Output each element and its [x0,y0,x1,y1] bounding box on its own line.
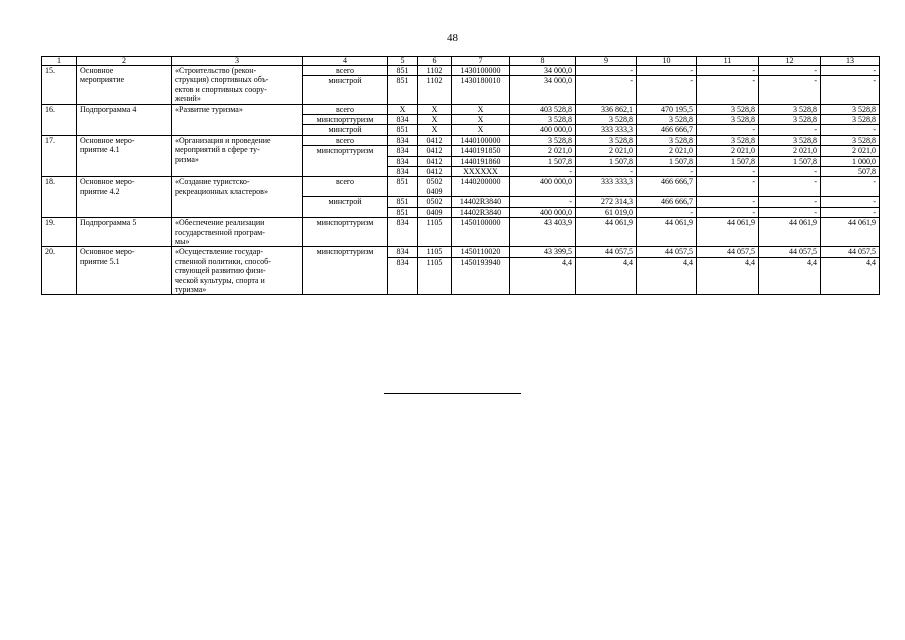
amount-col-13: - [821,177,880,197]
amount-col-13: - [821,76,880,104]
executor: минстрой [303,125,388,135]
code-rzpr: 0412 [418,135,452,145]
amount-col-8: 2 021,0 [510,146,576,156]
amount-col-11: 3 528,8 [697,115,759,125]
amount-col-13: 3 528,8 [821,104,880,114]
amount-col-11: 1 507,8 [697,156,759,166]
amount-col-8: 400 000,0 [510,125,576,135]
column-header-4: 4 [303,57,388,66]
amount-col-8: 34 000,0 [510,66,576,76]
executor: минспорттуризм [303,115,388,125]
code-rzpr: 0412 [418,156,452,166]
amount-col-11: - [697,66,759,76]
code-rzpr: 1102 [418,76,452,104]
amount-col-9: 1 507,8 [576,156,637,166]
amount-col-8: - [510,167,576,177]
column-header-10: 10 [637,57,697,66]
row-name: Подпрограмма 4 [77,104,172,135]
code-rzpr: 0502 [418,197,452,207]
row-name: Основное меро- приятие 5.1 [77,247,172,295]
code-grbs: 834 [388,156,418,166]
table-row [42,177,880,197]
amount-col-12: 44 061,9 [759,218,821,247]
code-rzpr: 0502 0409 [418,177,452,197]
amount-col-11: 4,4 [697,257,759,295]
code-grbs: 834 [388,218,418,247]
code-grbs: 834 [388,257,418,295]
amount-col-10: 466 666,7 [637,177,697,197]
table-row [42,66,880,76]
amount-col-11: 2 021,0 [697,146,759,156]
amount-col-13: - [821,66,880,76]
amount-col-9: - [576,167,637,177]
code-rzpr: 1105 [418,247,452,257]
amount-col-9: 44 061,9 [576,218,637,247]
amount-col-12: 4,4 [759,257,821,295]
row-description: «Осуществление государ- ственной политики, способ- ствующей развитию физи- ческой культуры, спорта и туризма» [172,247,303,295]
code-csr: X [452,104,510,114]
code-grbs: 834 [388,247,418,257]
table-row [42,135,880,145]
table-row [42,104,880,114]
footnote-rule [384,393,521,394]
amount-col-10: 2 021,0 [637,146,697,156]
code-csr: 1440191860 [452,156,510,166]
row-number: 19. [42,218,77,247]
amount-col-8: 43 403,9 [510,218,576,247]
code-csr: XXXXXX [452,167,510,177]
code-csr: 1450100000 [452,218,510,247]
executor: всего [303,66,388,76]
row-description: «Обеспечение реализации государственной програм- мы» [172,218,303,247]
amount-col-13: 3 528,8 [821,115,880,125]
code-rzpr: 1105 [418,218,452,247]
column-header-7: 7 [452,57,510,66]
code-csr: 1450193940 [452,257,510,295]
executor: минспорттуризм [303,146,388,177]
column-header-9: 9 [576,57,637,66]
table-row [42,247,880,257]
amount-col-8: 34 000,0 [510,76,576,104]
amount-col-12: - [759,66,821,76]
amount-col-13: 1 000,0 [821,156,880,166]
code-csr: 1430180010 [452,76,510,104]
code-csr: 14402R3840 [452,207,510,217]
amount-col-11: 44 057,5 [697,247,759,257]
row-number: 18. [42,177,77,218]
row-name: Основное мероприятие [77,66,172,105]
amount-col-13: 44 061,9 [821,218,880,247]
amount-col-8: 400 000,0 [510,177,576,197]
table-header-row [42,57,880,66]
code-rzpr: X [418,125,452,135]
code-csr: 14402R3840 [452,197,510,207]
amount-col-12: 44 057,5 [759,247,821,257]
code-rzpr: X [418,115,452,125]
amount-col-10: 44 061,9 [637,218,697,247]
amount-col-10: - [637,167,697,177]
budget-table [41,56,880,295]
code-grbs: 851 [388,66,418,76]
code-grbs: 851 [388,177,418,197]
code-grbs: 851 [388,207,418,217]
code-csr: X [452,115,510,125]
amount-col-13: 3 528,8 [821,135,880,145]
column-header-3: 3 [172,57,303,66]
amount-col-12: - [759,177,821,197]
amount-col-12: - [759,207,821,217]
amount-col-9: 333 333,3 [576,125,637,135]
row-number: 16. [42,104,77,135]
amount-col-9: 2 021,0 [576,146,637,156]
code-rzpr: X [418,104,452,114]
column-header-5: 5 [388,57,418,66]
column-header-1: 1 [42,57,77,66]
code-rzpr: 0409 [418,207,452,217]
amount-col-10: 466 666,7 [637,125,697,135]
row-description: «Организация и проведение мероприятий в сфере ту- ризма» [172,135,303,177]
row-name: Основное меро- приятие 4.2 [77,177,172,218]
amount-col-12: - [759,76,821,104]
code-grbs: 851 [388,76,418,104]
row-name: Основное меро- приятие 4.1 [77,135,172,177]
column-header-6: 6 [418,57,452,66]
amount-col-12: - [759,125,821,135]
code-rzpr: 1105 [418,257,452,295]
executor: минстрой [303,76,388,104]
table-row [42,218,880,247]
amount-col-11: 44 061,9 [697,218,759,247]
executor: минстрой [303,197,388,218]
amount-col-9: 3 528,8 [576,115,637,125]
amount-col-13: - [821,197,880,207]
code-grbs: 851 [388,197,418,207]
amount-col-9: 61 019,0 [576,207,637,217]
executor: всего [303,177,388,197]
amount-col-11: - [697,125,759,135]
amount-col-10: - [637,66,697,76]
amount-col-10: - [637,207,697,217]
amount-col-9: 272 314,3 [576,197,637,207]
amount-col-12: - [759,197,821,207]
amount-col-10: 3 528,8 [637,135,697,145]
amount-col-10: 4,4 [637,257,697,295]
code-rzpr: 1102 [418,66,452,76]
amount-col-11: - [697,207,759,217]
code-grbs: 834 [388,115,418,125]
column-header-12: 12 [759,57,821,66]
row-description: «Строительство (рекон- струкция) спортивных объ- ектов и спортивных соору- жений» [172,66,303,105]
amount-col-8: 4,4 [510,257,576,295]
amount-col-10: 466 666,7 [637,197,697,207]
amount-col-12: 1 507,8 [759,156,821,166]
amount-col-8: 400 000,0 [510,207,576,217]
page-number: 48 [447,32,458,44]
amount-col-8: 1 507,8 [510,156,576,166]
amount-col-8: 3 528,8 [510,115,576,125]
amount-col-11: - [697,177,759,197]
executor: минспорттуризм [303,247,388,295]
row-number: 20. [42,247,77,295]
amount-col-9: 44 057,5 [576,247,637,257]
code-rzpr: 0412 [418,146,452,156]
code-grbs: 851 [388,125,418,135]
amount-col-8: - [510,197,576,207]
column-header-11: 11 [697,57,759,66]
amount-col-12: 3 528,8 [759,104,821,114]
amount-col-12: 3 528,8 [759,115,821,125]
amount-col-9: - [576,76,637,104]
amount-col-13: 507,8 [821,167,880,177]
code-rzpr: 0412 [418,167,452,177]
row-name: Подпрограмма 5 [77,218,172,247]
column-header-2: 2 [77,57,172,66]
code-csr: 1450110020 [452,247,510,257]
amount-col-12: - [759,167,821,177]
row-number: 15. [42,66,77,105]
amount-col-11: 3 528,8 [697,135,759,145]
code-csr: 1440191850 [452,146,510,156]
amount-col-13: - [821,207,880,217]
amount-col-10: 1 507,8 [637,156,697,166]
amount-col-10: 470 195,5 [637,104,697,114]
amount-col-9: 336 862,1 [576,104,637,114]
amount-col-9: 333 333,3 [576,177,637,197]
code-grbs: 834 [388,135,418,145]
amount-col-8: 3 528,8 [510,135,576,145]
amount-col-9: 3 528,8 [576,135,637,145]
amount-col-13: 2 021,0 [821,146,880,156]
amount-col-9: 4,4 [576,257,637,295]
executor: минспорттуризм [303,218,388,247]
row-number: 17. [42,135,77,177]
amount-col-11: - [697,167,759,177]
row-description: «Создание туристско- рекреационных кластеров» [172,177,303,218]
amount-col-9: - [576,66,637,76]
amount-col-11: - [697,76,759,104]
amount-col-10: 3 528,8 [637,115,697,125]
column-header-13: 13 [821,57,880,66]
code-csr: 1430100000 [452,66,510,76]
code-grbs: 834 [388,167,418,177]
amount-col-11: 3 528,8 [697,104,759,114]
code-csr: X [452,125,510,135]
code-csr: 1440200000 [452,177,510,197]
amount-col-12: 3 528,8 [759,135,821,145]
executor: всего [303,135,388,145]
amount-col-11: - [697,197,759,207]
amount-col-13: - [821,125,880,135]
amount-col-12: 2 021,0 [759,146,821,156]
column-header-8: 8 [510,57,576,66]
code-csr: 1440100000 [452,135,510,145]
amount-col-13: 4,4 [821,257,880,295]
row-description: «Развитие туризма» [172,104,303,135]
amount-col-13: 44 057,5 [821,247,880,257]
amount-col-8: 403 528,8 [510,104,576,114]
amount-col-8: 43 399,5 [510,247,576,257]
executor: всего [303,104,388,114]
code-grbs: 834 [388,146,418,156]
amount-col-10: 44 057,5 [637,247,697,257]
amount-col-10: - [637,76,697,104]
code-grbs: X [388,104,418,114]
